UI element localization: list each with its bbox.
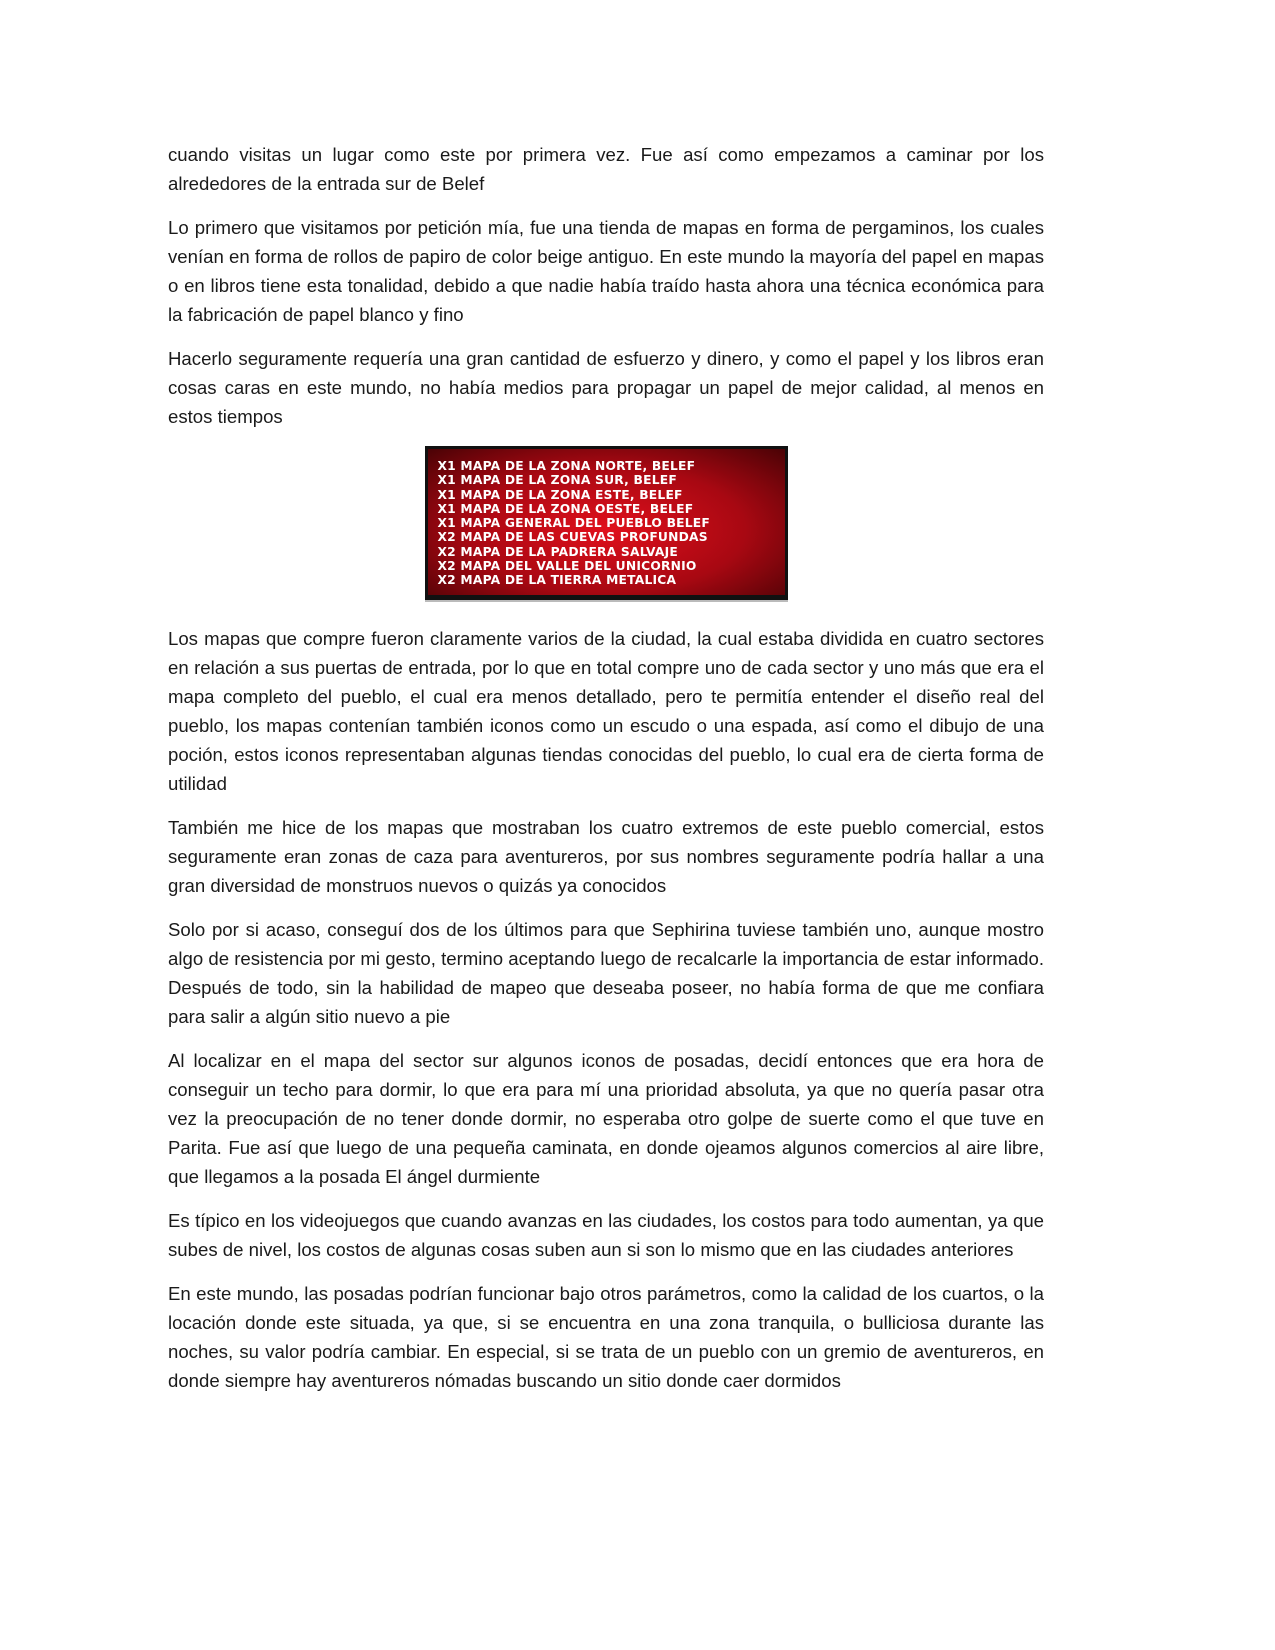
item-line: X2 MAPA DE LA PADRERA SALVAJE xyxy=(437,544,679,559)
item-line: X1 MAPA DE LA ZONA OESTE, BELEF xyxy=(437,501,694,516)
item-line: X1 MAPA DE LA ZONA ESTE, BELEF xyxy=(437,487,683,502)
maps-purchased-image xyxy=(425,446,788,600)
paragraph: Es típico en los videojuegos que cuando avanzas en las ciudades, los costos para todo aumentan, ya que subes de nivel, los costos de algunas cosas suben aun si son lo mismo que en las ciudades anteriores xyxy=(168,1210,1044,1260)
item-line: X2 MAPA DE LA TIERRA METALICA xyxy=(437,573,677,588)
item-line: X1 MAPA GENERAL DEL PUEBLO BELEF xyxy=(437,516,710,531)
item-line: X2 MAPA DE LAS CUEVAS PROFUNDAS xyxy=(437,530,708,545)
paragraph: Al localizar en el mapa del sector sur algunos iconos de posadas, decidí entonces que era hora de conseguir un techo para dormir, lo que era para mí una prioridad absoluta, ya que no quería pasar otra vez la preocupación de no tener donde dormir, no esperaba otro golpe de suerte como el que tuve en Parita. Fue así que luego de una pequeña caminata, en donde ojeamos algunos comercios al aire libre, que llegamos a la posada El ángel durmiente xyxy=(168,1050,1044,1187)
figure xyxy=(168,446,1044,600)
item-line: X1 MAPA DE LA ZONA SUR, BELEF xyxy=(437,473,677,488)
paragraph: También me hice de los mapas que mostraban los cuatro extremos de este pueblo comercial, estos seguramente eran zonas de caza para aventureros, por sus nombres seguramente podría hallar a una gran diversidad de monstruos nuevos o quizás ya conocidos xyxy=(168,817,1044,896)
paragraph: cuando visitas un lugar como este por primera vez. Fue así como empezamos a caminar por los alrededores de la entrada sur de Belef xyxy=(168,144,1044,194)
paragraph: Hacerlo seguramente requería una gran cantidad de esfuerzo y dinero, y como el papel y los libros eran cosas caras en este mundo, no había medios para propagar un papel de mejor calidad, al menos en estos tiempos xyxy=(168,348,1044,427)
paragraph: Los mapas que compre fueron claramente varios de la ciudad, la cual estaba dividida en cuatro sectores en relación a sus puertas de entrada, por lo que en total compre uno de cada sector y uno más que era el mapa completo del pueblo, el cual era menos detallado, pero te permitía entender el diseño real del pueblo, los mapas contenían también iconos como un escudo o una espada, así como el dibujo de una poción, estos iconos representaban algunas tiendas conocidas del pueblo, lo cual era de cierta forma de utilidad xyxy=(168,628,1044,794)
document-page xyxy=(168,140,1044,1410)
paragraph: En este mundo, las posadas podrían funcionar bajo otros parámetros, como la calidad de los cuartos, o la locación donde este situada, ya que, si se encuentra en una zona tranquila, o bulliciosa durante las noches, su valor podría cambiar. En especial, si se trata de un pueblo con un gremio de aventureros, en donde siempre hay aventureros nómadas buscando un sitio donde caer dormidos xyxy=(168,1283,1044,1391)
item-line: X2 MAPA DEL VALLE DEL UNICORNIO xyxy=(437,559,697,574)
paragraph: Solo por si acaso, conseguí dos de los últimos para que Sephirina tuviese también uno, aunque mostro algo de resistencia por mi gesto, termino aceptando luego de recalcarle la importancia de estar informado. Después de todo, sin la habilidad de mapeo que deseaba poseer, no había forma de que me confiara para salir a algún sitio nuevo a pie xyxy=(168,919,1044,1027)
paragraph: Lo primero que visitamos por petición mía, fue una tienda de mapas en forma de pergaminos, los cuales venían en forma de rollos de papiro de color beige antiguo. En este mundo la mayoría del papel en mapas o en libros tiene esta tonalidad, debido a que nadie había traído hasta ahora una técnica económica para la fabricación de papel blanco y fino xyxy=(168,217,1044,325)
item-line: X1 MAPA DE LA ZONA NORTE, BELEF xyxy=(437,459,696,473)
